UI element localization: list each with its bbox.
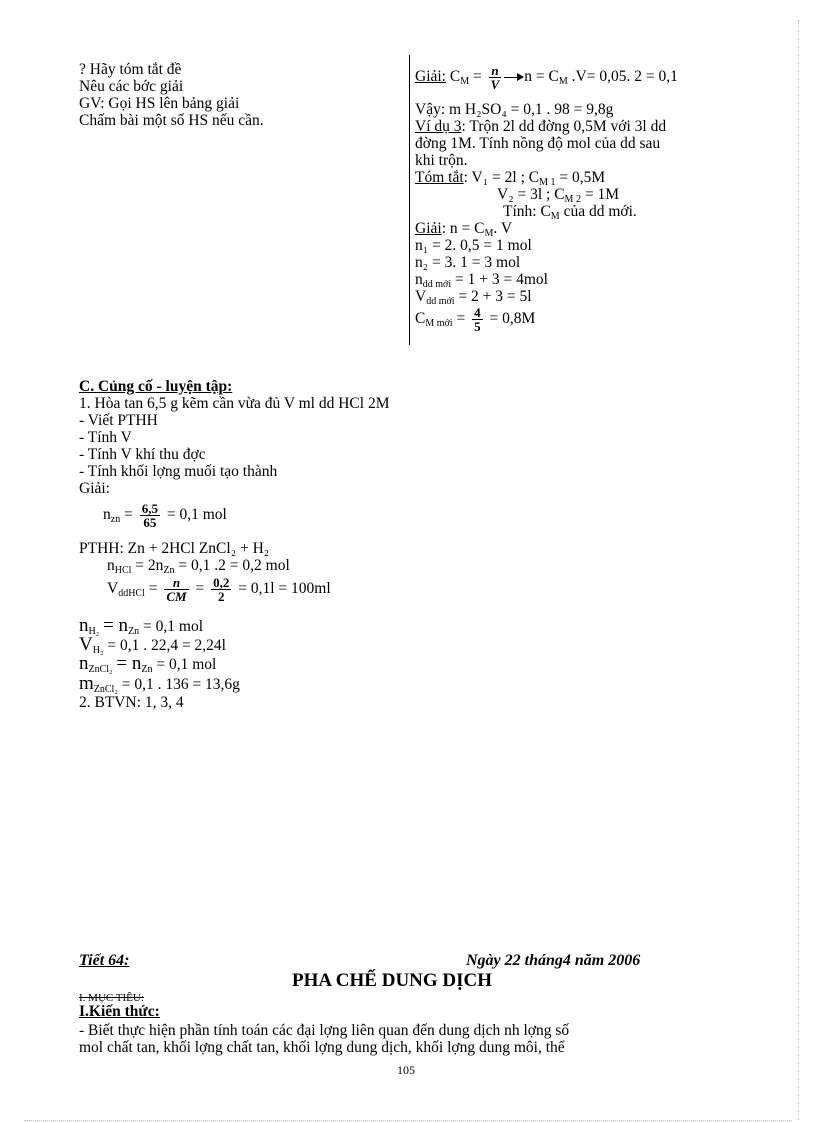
vdd-line: $V_{dd mới} = 2 + 3 = 5l$	[415, 288, 532, 307]
note-grade: Chấm bài một số HS nếu cần.	[79, 112, 264, 129]
ndd-line: $n_{dd mới} = 1 + 3 = 4mol$	[415, 271, 548, 290]
note-call-student: GV: Gọi HS lên bảng giải	[79, 95, 240, 112]
vidu-line: Ví dụ 3: Trộn 2l dd đờng 0,5M với 3l dd	[415, 118, 667, 135]
task-pthh: - Viết PTHH	[79, 412, 158, 429]
task-salt: - Tính khối lợng muối tạo thành	[79, 463, 278, 480]
knowledge-line-1: - Biết thực hiện phần tính toán các đại lợng liên quan đến dung dịch nh lợng số	[79, 1022, 570, 1039]
giai-2-line: Giải: $n = C_M$. V	[415, 220, 513, 239]
giai-label-c: Giải:	[79, 480, 110, 497]
objectives-heading: I. MỤC TIÊU:	[79, 992, 144, 1004]
tomtat-line-2: V₂ = 3l ; $C_{M 2} = 1M$	[497, 186, 619, 205]
lesson-title: PHA CHẾ DUNG DỊCH	[292, 970, 493, 991]
page-number: 105	[397, 1063, 415, 1077]
nh2-line: $n_{H_2} = n_{Zn} = 0,1$ mol	[79, 615, 204, 637]
vidu-line-2: đờng 1M. Tính nồng độ mol của dd sau	[415, 135, 661, 152]
arrow-icon	[504, 73, 524, 82]
section-c-heading: C. Củng cố - luyện tập:	[79, 378, 233, 395]
note-steps: Nêu các bớc giải	[79, 78, 184, 95]
fraction-n-over-v: $\frac{n}{V}$	[490, 63, 500, 92]
lesson-number: Tiết 64:	[79, 952, 130, 969]
nhcl-line: $n_{HCl} = 2n_{Zn} = 0,1$ .2 = 0,2 mol	[107, 557, 290, 576]
vidu-line-3: khi trộn.	[415, 152, 468, 169]
fraction-4-over-5: $\frac{4}{5}$	[474, 305, 481, 334]
fraction-65-over-65: $\frac{6,5}{65}$	[141, 501, 158, 530]
column-divider	[409, 55, 410, 345]
vddhcl-line: $V_{ddHCl}$ = $\frac{n}{CM}$ = $\frac{0,2}{2}$ = 0,1l = 100ml	[107, 575, 331, 604]
btvn-line: 2. BTVN: 1, 3, 4	[79, 694, 184, 711]
n2-line: n₂ = 3. 1 = 3 mol	[415, 254, 521, 271]
fraction-02-over-2: $\frac{0,2}{2}$	[213, 575, 230, 604]
knowledge-heading: I.Kiến thức:	[79, 1003, 160, 1020]
mzncl2-line: $m_{ZnCl_2} = 0,1$ . 136 = 13,6g	[79, 673, 240, 695]
tomtat-line-3: Tính: $C_M$ của dd mới.	[503, 203, 637, 222]
nzncl2-line: $n_{ZnCl_2} = n_{Zn} = 0,1$ mol	[79, 653, 217, 675]
exercise-line: 1. Hòa tan 6,5 g kẽm cần vừa đủ V ml dd HCl 2M	[79, 395, 390, 412]
fraction-n-over-cm: $\frac{n}{CM}$	[166, 575, 187, 604]
n1-line: n₁ = 2. 0,5 = 1 mol	[415, 237, 532, 254]
vh2-line: $V_{H_2} = 0,1$ . 22,4 = 2,24l	[79, 634, 226, 656]
giai-label: Giải:	[415, 68, 446, 86]
nzn-line: $n_{zn}$ = $\frac{6,5}{65}$ = 0,1 mol	[103, 501, 227, 530]
page-border-bottom	[24, 1120, 792, 1121]
vay-line: Vậy: m H₂SO₄ = 0,1 . 98 = 9,8g	[415, 101, 614, 118]
giai-1-line: Giải: $C_M$ = $\frac{n}{V}$ $n = C_M$ .V= 0,05. 2 = 0,1	[415, 63, 678, 92]
task-gas: - Tính V khí thu đợc	[79, 446, 206, 463]
note-summarize: ? Hãy tóm tắt đề	[79, 61, 182, 78]
task-v: - Tính V	[79, 429, 132, 446]
tomtat-line-1: Tóm tắt: V₁ = 2l ; $C_{M 1} = 0,5M$	[415, 169, 606, 188]
cm-line: $C_{M mới}$ = $\frac{4}{5}$ = 0,8M	[415, 305, 536, 334]
page-border-right	[798, 20, 799, 1120]
pthh-line: PTHH: Zn + 2HCl ZnCl₂ + H₂	[79, 540, 270, 557]
lesson-date: Ngày 22 tháng4 năm 2006	[466, 952, 641, 969]
knowledge-line-2: mol chất tan, khối lợng chất tan, khối lợng dung dịch, khối lợng dung môi, thể	[79, 1039, 565, 1056]
